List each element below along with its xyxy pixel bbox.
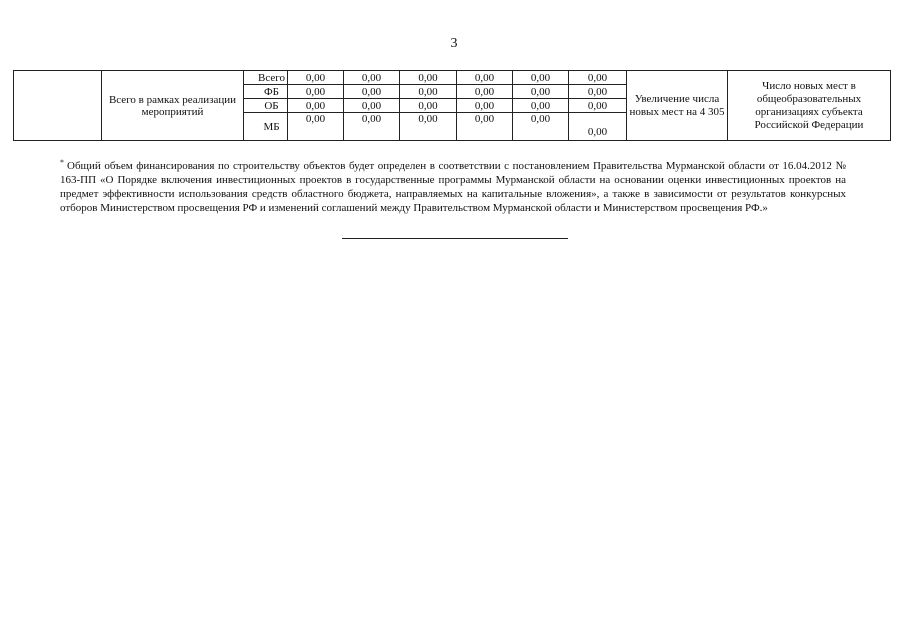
footnote-text: Общий объем финансирования по строительству объектов будет определен в соответствии с постановлением Правительства Мурманской области от 16.04.2012 № 163-ПП «О Порядке включения инвестиционных проектов в государственные программы Мурманской области на основании оценки инвестиционных проектов на предмет эффективности использования средств областного бюджета, направляемых на капитальные вложения», а также в зависимости от результатов конкурсных отборов Министерством просвещения РФ и изменений соглашений между Правительством Мурманской области и Министерством просвещения РФ.» bbox=[60, 160, 846, 214]
value-cell: 0,00 bbox=[457, 113, 513, 141]
value-cell: 0,00 bbox=[569, 85, 627, 99]
value-cell: 0,00 bbox=[344, 99, 400, 113]
table-row bbox=[14, 71, 891, 85]
value-cell: 0,00 bbox=[344, 85, 400, 99]
funding-source: ОБ bbox=[244, 99, 288, 113]
financing-table bbox=[13, 70, 891, 141]
value-cell: 0,00 bbox=[344, 113, 400, 141]
value-cell: 0,00 bbox=[400, 85, 457, 99]
value-cell: 0,00 bbox=[569, 71, 627, 85]
value-cell: 0,00 bbox=[400, 71, 457, 85]
value-cell: 0,00 bbox=[344, 71, 400, 85]
footnote-marker: * bbox=[60, 158, 64, 167]
value-cell: 0,00 bbox=[400, 99, 457, 113]
value-cell: 0,00 bbox=[457, 85, 513, 99]
result-cell: Увеличение числа новых мест на 4 305 bbox=[627, 71, 728, 141]
indicator-cell: Число новых мест в общеобразовательных организациях субъекта Российской Федерации bbox=[728, 71, 891, 141]
value-cell: 0,00 bbox=[569, 99, 627, 113]
value-cell: 0,00 bbox=[513, 99, 569, 113]
value-cell: 0,00 bbox=[288, 99, 344, 113]
value-cell: 0,00 bbox=[569, 113, 627, 141]
separator-line bbox=[342, 238, 568, 239]
funding-source: Всего bbox=[244, 71, 288, 85]
value-cell: 0,00 bbox=[457, 71, 513, 85]
footnote bbox=[60, 156, 846, 215]
page-number: 3 bbox=[450, 36, 458, 51]
value-cell: 0,00 bbox=[288, 71, 344, 85]
value-cell: 0,00 bbox=[288, 113, 344, 141]
funding-source: МБ bbox=[244, 113, 288, 141]
value-cell: 0,00 bbox=[513, 113, 569, 141]
empty-cell bbox=[14, 71, 102, 141]
description-cell: Всего в рамках реализации мероприятий bbox=[102, 71, 244, 141]
value-cell: 0,00 bbox=[288, 85, 344, 99]
value-cell: 0,00 bbox=[457, 99, 513, 113]
value-cell: 0,00 bbox=[513, 71, 569, 85]
value-cell: 0,00 bbox=[513, 85, 569, 99]
funding-source: ФБ bbox=[244, 85, 288, 99]
value-cell: 0,00 bbox=[400, 113, 457, 141]
